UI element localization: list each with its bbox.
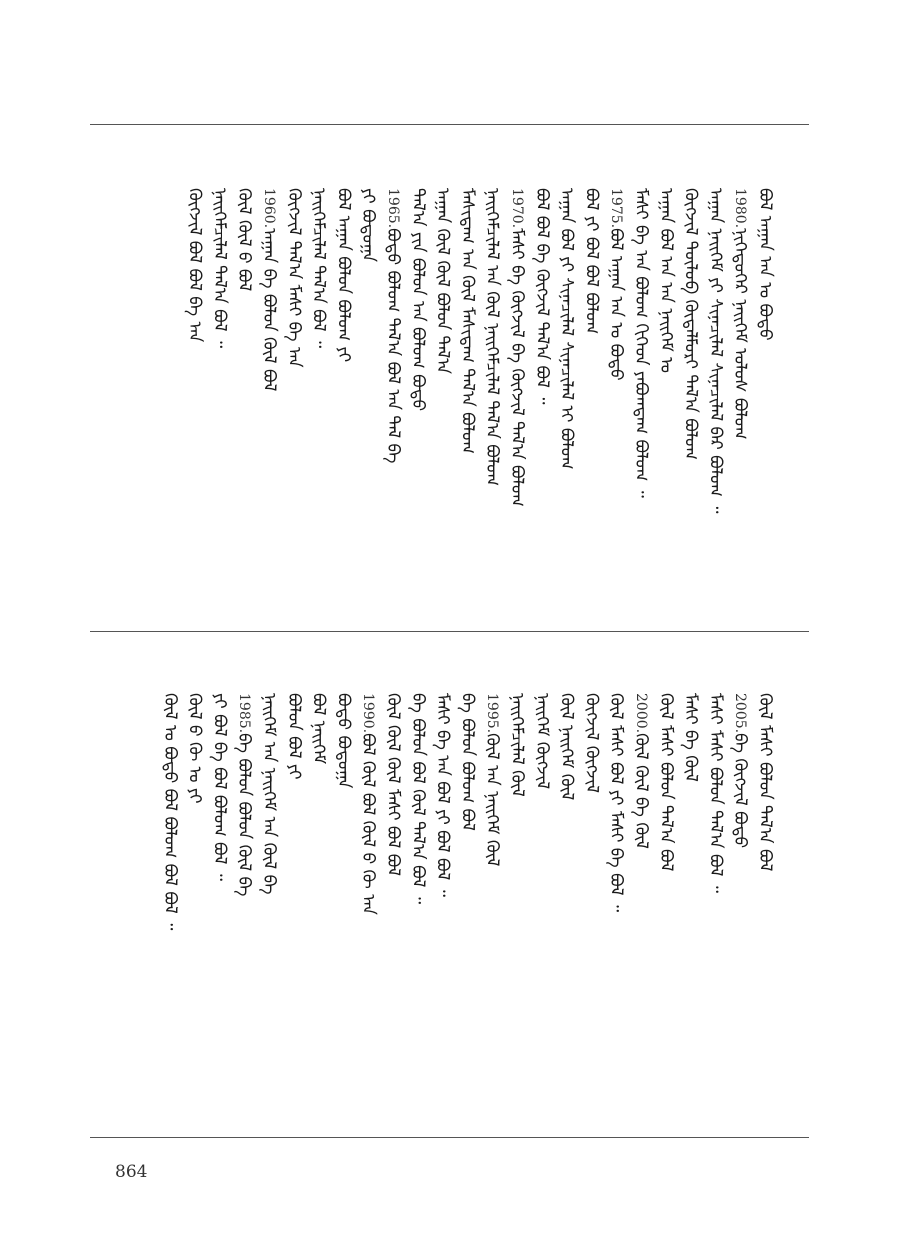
column-text: ᠮᠠᠰᠢ ᠮᠠᠰᠢ ᠪᠣᠯᠤᠨ ᠲᠠᠯ᠎ᠠ ᠪᠣᠯ ᠃ bbox=[705, 693, 726, 893]
column-text: ᠨᠡᠢᠭᠡᠮ ᠬᠥᠭᠵᠢᠯ bbox=[531, 693, 552, 790]
text-column bbox=[730, 693, 750, 848]
text-column bbox=[532, 188, 552, 404]
text-column bbox=[457, 188, 477, 454]
column-text: ᠪᠡ ᠪᠣᠯᠤᠨ ᠪᠣᠯᠤᠭ ᠪᠣᠯ bbox=[457, 693, 478, 831]
text-column bbox=[234, 188, 254, 291]
text-column bbox=[433, 693, 453, 897]
column-text: ᠪᠣᠯᠤᠨ ᠪᠣᠯ ᠶᠢ bbox=[283, 693, 304, 780]
column-text: ᠮᠠᠰᠢ ᠪᠡ ᠬᠥᠭᠵᠢᠯ ᠪᠡ ᠬᠥᠭᠵᠢᠯ ᠲᠠᠯ᠎ᠠ ᠪᠣᠯᠤᠭ bbox=[507, 228, 527, 507]
column-text: ᠲᠠᠯ᠎ᠠ ᠶᠢᠨ ᠪᠣᠯᠤᠨ ᠠᠨ ᠪᠣᠯᠤᠭ ᠪᠣᠳᠣ bbox=[407, 188, 428, 412]
text-column bbox=[457, 693, 477, 831]
text-column bbox=[383, 188, 403, 463]
column-text: ᠠᠭᠠᠨ ᠪᠡ ᠪᠣᠯᠤᠨ ᠬᠥᠯ ᠪᠣᠯ bbox=[259, 228, 279, 392]
column-text: ᠪᠣᠯ ᠨᠡᠢᠭᠡᠮ bbox=[308, 693, 329, 765]
year-label: 2000. bbox=[633, 693, 649, 734]
column-text: ᠪᠡ ᠪᠣᠯᠤᠨ ᠪᠣᠯ ᠬᠥᠯ ᠲᠠᠯ᠎ᠠ ᠪᠣᠯ ᠃ bbox=[407, 693, 428, 905]
text-column bbox=[433, 188, 453, 374]
text-column bbox=[606, 188, 626, 381]
column-text: ᠬᠥᠯ ᠤ ᠪᠣᠳᠣ ᠪᠣᠯ ᠪᠣᠯᠤᠭ ᠪᠣᠯ ᠪᠣᠯ ᠃ bbox=[159, 693, 180, 931]
text-column bbox=[581, 693, 601, 793]
top-rule bbox=[90, 124, 809, 125]
text-column bbox=[209, 188, 229, 348]
text-column bbox=[705, 693, 725, 893]
column-text: ᠶᠢ ᠪᠣᠳᠣᠭᠠ bbox=[358, 188, 379, 263]
column-text: ᠮᠠᠰᠢ ᠪᠡ ᠠᠨ ᠪᠣᠯ ᠶᠢ ᠪᠣᠯ ᠪᠣᠯ ᠃ bbox=[432, 693, 453, 897]
text-column bbox=[557, 693, 577, 800]
text-column bbox=[755, 693, 775, 871]
text-column bbox=[383, 693, 403, 876]
column-text: ᠬᠥᠭᠵᠢᠯ ᠪᠣᠯ ᠪᠣᠯ ᠪᠡ ᠠᠨ bbox=[184, 188, 205, 343]
column-text: ᠨᠡᠢᠭᠡᠮᠴᠢᠯᠡᠯ ᠬᠥᠯ bbox=[507, 693, 527, 797]
text-column bbox=[755, 188, 775, 341]
column-text: ᠮᠠᠰᠢᠳᠠᠭ ᠠᠨ ᠬᠥᠯ ᠮᠠᠰᠢᠳᠠᠭ ᠲᠠᠯ᠎ᠠ ᠪᠣᠯᠤᠭ bbox=[457, 188, 478, 454]
text-column bbox=[333, 693, 353, 788]
text-column bbox=[309, 693, 329, 764]
text-column bbox=[532, 693, 552, 789]
text-column bbox=[656, 693, 676, 871]
column-text: ᠬᠥᠯ ᠠᠨ ᠨᠡᠢᠭᠡᠮ ᠬᠥᠯ bbox=[482, 733, 503, 867]
text-column bbox=[507, 693, 527, 797]
year-label: 1960. bbox=[261, 188, 277, 229]
text-column bbox=[160, 693, 180, 930]
column-text: ᠪᠣᠯ ᠬᠥᠯ ᠪᠣᠯ ᠬᠥᠯ ᠪ ᠬᠥ ᠠᠨ bbox=[358, 733, 379, 915]
column-text: ᠪᠡ ᠬᠥᠭᠵᠢᠯ ᠪᠣᠳᠣ bbox=[730, 733, 751, 849]
text-column bbox=[507, 188, 527, 507]
column-text: ᠮᠠᠰᠢ ᠪᠡ ᠠᠨ ᠪᠣᠯᠤᠭ ᠬᠢᠭᠡᠳ ᠶᠠᠪᠤᠭᠳᠠᠭ ᠪᠣᠯᠤᠭ ᠃ bbox=[631, 188, 651, 498]
text-column bbox=[408, 693, 428, 904]
column-text: ᠠᠭᠠᠨ ᠨᠡᠢᠭᠡᠮ ᠶᠢ ᠰᠢᠨᠡᠴᠢᠯᠡᠯ ᠰᠢᠨᠡᠴᠢᠯᠡᠯ ᠪᠡᠷ ᠪᠣᠯᠤᠭ ᠃ bbox=[705, 188, 726, 514]
year-label: 1995. bbox=[484, 693, 501, 734]
column-text: ᠪᠣᠯ ᠠᠭᠠᠨ ᠠᠨ ᠤ ᠪᠣᠳᠣ bbox=[755, 188, 775, 341]
text-column bbox=[631, 188, 651, 498]
upper-text-block bbox=[90, 188, 809, 608]
column-text: ᠮᠠᠰᠢ ᠪᠡ ᠬᠥᠯ bbox=[680, 693, 701, 782]
column-text: ᠬᠥᠭᠵᠢᠯ ᠲᠥᠯᠦᠪ ᠬᠥᠳᠡᠯᠮᠦᠷᠢ ᠲᠠᠯ᠎ᠠ ᠪᠣᠯᠤᠭ bbox=[680, 188, 701, 460]
text-column bbox=[705, 188, 725, 513]
text-column bbox=[681, 693, 701, 782]
year-label: 1970. bbox=[509, 188, 525, 229]
column-text: ᠪᠡ ᠪᠣᠯᠤᠨ ᠪᠣᠯᠤᠨ ᠬᠥᠯ ᠪᠡ bbox=[234, 733, 255, 897]
text-column bbox=[259, 188, 279, 391]
page-number: 864 bbox=[115, 1162, 148, 1182]
text-column bbox=[309, 188, 329, 348]
text-column bbox=[482, 188, 502, 486]
column-text: ᠪᠣᠯ ᠪᠣᠯ ᠪᠡ ᠬᠥᠭᠵᠢᠯ ᠲᠠᠯ᠎ᠠ ᠪᠣᠯ ᠃ bbox=[531, 188, 552, 405]
column-text: ᠪᠣᠯ ᠠᠭᠠᠨ ᠠᠨ ᠤ ᠪᠣᠳᠣ bbox=[606, 228, 627, 381]
year-label: 1985. bbox=[236, 693, 253, 734]
text-column bbox=[209, 693, 229, 881]
column-text: ᠬᠥᠯ ᠪ ᠬᠥ ᠤ ᠶᠢ bbox=[184, 693, 205, 804]
column-text: ᠬᠥᠯ ᠬᠥᠯ ᠪᠡ ᠬᠥᠯ bbox=[631, 733, 651, 849]
text-column bbox=[259, 693, 279, 894]
text-column bbox=[358, 188, 378, 262]
text-column bbox=[358, 693, 378, 915]
text-column bbox=[557, 188, 577, 470]
year-label: 1965. bbox=[385, 188, 401, 229]
column-text: ᠬᠥᠯ ᠮᠠᠰᠢ ᠪᠣᠯᠤᠨ ᠲᠠᠯ᠎ᠠ ᠪᠣᠯ bbox=[655, 693, 676, 872]
column-text: ᠠᠭᠠᠨ ᠪᠣᠯ ᠠᠨ ᠠᠨ ᠨᠡᠢᠭᠡᠮ ᠤ bbox=[655, 188, 676, 373]
column-text: ᠬᠥᠯ ᠮᠠᠰᠢ ᠪᠣᠯᠤᠨ ᠲᠠᠯ᠎ᠠ ᠪᠣᠯ bbox=[755, 693, 775, 872]
column-text: ᠪᠣᠯ ᠠᠭᠠᠨ ᠪᠣᠯᠤᠨ ᠪᠣᠯᠤᠭ ᠶᠢ bbox=[333, 188, 354, 363]
column-text: ᠨᠢᠭᠡᠳᠦᠭᠡᠷ ᠨᠡᠢᠭᠡᠮ ᠤᠯᠤᠰ ᠪᠣᠯᠤᠭ bbox=[730, 228, 751, 440]
year-label: 1975. bbox=[608, 188, 625, 229]
text-column bbox=[656, 188, 676, 373]
column-text: ᠠᠭᠠᠨ ᠬᠥᠯ ᠬᠥᠯ ᠪᠣᠯᠤᠨ ᠲᠠᠯ᠎ᠠ bbox=[432, 188, 453, 375]
year-label: 1990. bbox=[360, 693, 377, 734]
column-text: ᠪᠣᠳᠣ ᠪᠣᠳᠣᠭᠠ bbox=[333, 693, 354, 789]
column-text: ᠬᠥᠯ ᠨᠡᠢᠭᠡᠮ ᠬᠥᠯ bbox=[556, 693, 577, 801]
text-column bbox=[631, 693, 651, 849]
column-text: ᠠᠭᠠᠨ ᠪᠣᠯ ᠶᠢ ᠰᠢᠨᠡᠴᠢᠯᠡᠯ ᠰᠢᠨᠡᠴᠢᠯᠡᠯ ᠢ ᠪᠣᠯᠤᠭ bbox=[556, 188, 577, 470]
year-label: 1980. bbox=[732, 188, 749, 229]
column-text: ᠶᠢ ᠪᠣᠯ ᠪᠡ ᠪᠣᠯ ᠪᠣᠯᠤᠭ ᠪᠣᠯ ᠃ bbox=[209, 693, 230, 881]
column-text: ᠬᠥᠭᠵᠢᠯ ᠬᠥᠭᠵᠢᠯ bbox=[581, 693, 602, 794]
text-column bbox=[234, 693, 254, 896]
year-label: 2005. bbox=[732, 693, 749, 734]
text-column bbox=[581, 188, 601, 334]
column-text: ᠬᠥᠭᠵᠢᠯ ᠲᠠᠯ᠎ᠠ ᠮᠠᠰᠢ ᠪᠡ ᠠᠨ bbox=[283, 188, 304, 368]
text-column bbox=[730, 188, 750, 440]
column-text: ᠨᠡᠢᠭᠡᠮᠴᠢᠯᠡᠯ ᠠᠨ ᠬᠥᠯ ᠨᠡᠢᠭᠡᠮᠴᠢᠯᠡᠯ ᠲᠠᠯ᠎ᠠ ᠪᠣᠯᠤᠭ bbox=[482, 188, 503, 486]
column-text: ᠬᠥᠯ ᠬᠥᠯ ᠬᠥᠯ ᠮᠠᠰᠢ ᠪᠣᠯ ᠪᠣᠯ bbox=[383, 693, 403, 877]
column-text: ᠨᠡᠢᠭᠡᠮᠴᠢᠯᠡᠯ ᠲᠠᠯ᠎ᠠ ᠪᠣᠯ ᠃ bbox=[308, 188, 329, 349]
column-text: ᠨᠡᠢᠭᠡᠮ ᠠᠨ ᠨᠡᠢᠭᠡᠮ ᠠᠨ ᠬᠥᠯ ᠪᠡ bbox=[259, 693, 279, 895]
text-column bbox=[482, 693, 502, 866]
column-text: ᠬᠥᠯ ᠮᠠᠰᠢ ᠪᠣᠯ ᠶᠢ ᠮᠠᠰᠢ ᠪᠡ ᠪᠣᠯ ᠃ bbox=[606, 693, 627, 913]
column-text: ᠪᠣᠯ ᠶᠢ ᠪᠣᠯ ᠪᠣᠯ ᠪᠣᠯᠤᠭ bbox=[581, 188, 602, 335]
text-column bbox=[681, 188, 701, 460]
text-column bbox=[408, 188, 428, 411]
text-column bbox=[284, 693, 304, 780]
lower-text-block bbox=[90, 693, 809, 1023]
text-column bbox=[185, 693, 205, 804]
middle-rule bbox=[90, 631, 809, 632]
bottom-rule bbox=[90, 1137, 809, 1138]
text-column bbox=[185, 188, 205, 342]
text-column bbox=[284, 188, 304, 368]
text-column bbox=[333, 188, 353, 362]
column-text: ᠨᠡᠢᠭᠡᠮᠴᠢᠯᠡᠯ ᠲᠠᠯ᠎ᠠ ᠪᠣᠯ ᠃ bbox=[209, 188, 230, 349]
column-text: ᠪᠣᠳᠣ ᠪᠣᠯᠤᠭ ᠲᠠᠯ᠎ᠠ ᠪᠣᠯ ᠠᠨ ᠲᠠᠯ ᠪᠡ bbox=[383, 228, 403, 464]
text-column bbox=[606, 693, 626, 912]
column-text: ᠬᠥᠯ ᠬᠥᠯ ᠪ ᠪᠣᠯ bbox=[234, 188, 255, 292]
